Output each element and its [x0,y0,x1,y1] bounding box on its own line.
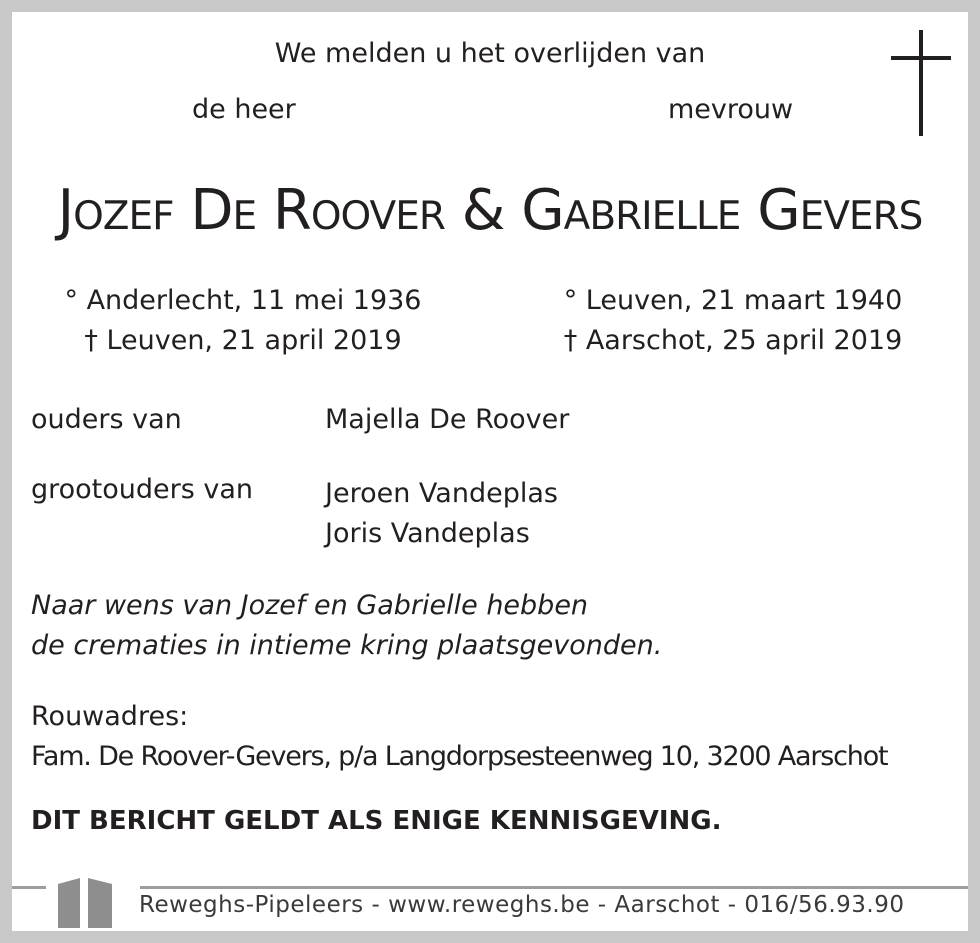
grandchild-name: Jeroen Vandeplas [325,478,558,509]
address-value: Fam. De Roover-Gevers, p/a Langdorpsesteenweg 10, 3200 Aarschot [31,741,888,772]
bio-right [560,281,906,361]
children-list [325,404,569,435]
address-label: Rouwadres: [31,701,189,732]
birth-right: ° Leuven, 21 maart 1940 [563,285,903,316]
cremation-note-line: de crematies in intieme kring plaatsgevonden. [31,630,663,661]
footer-contact: Reweghs-Pipeleers - www.reweghs.be - Aarschot - 016/56.93.90 [139,892,905,918]
mourning-address [31,697,887,777]
birth-left: ° Anderlecht, 11 mei 1936 [64,285,422,316]
notice-text: DIT BERICHT GELDT ALS ENIGE KENNISGEVING. [31,806,722,836]
grandparents-label: grootouders van [31,474,254,505]
grandchildren-list [325,474,558,554]
intro-text: We melden u het overlijden van [274,38,706,69]
cremation-note [31,586,662,666]
death-right: † Aarschot, 25 april 2019 [563,325,903,356]
cross-icon [891,30,951,136]
parents-label: ouders van [31,404,182,435]
title-right: mevrouw [668,94,794,125]
bio-left [62,281,424,361]
footer-divider [12,886,968,889]
title-left: de heer [192,94,296,125]
grandchild-name: Joris Vandeplas [325,518,530,549]
cremation-note-line: Naar wens van Jozef en Gabrielle hebben [31,590,589,621]
deceased-names: Jozef De Roover & Gabrielle Gevers [57,178,923,243]
child-name: Majella De Roover [325,404,570,435]
death-left: † Leuven, 21 april 2019 [84,325,402,356]
funeral-home-logo [56,878,114,928]
